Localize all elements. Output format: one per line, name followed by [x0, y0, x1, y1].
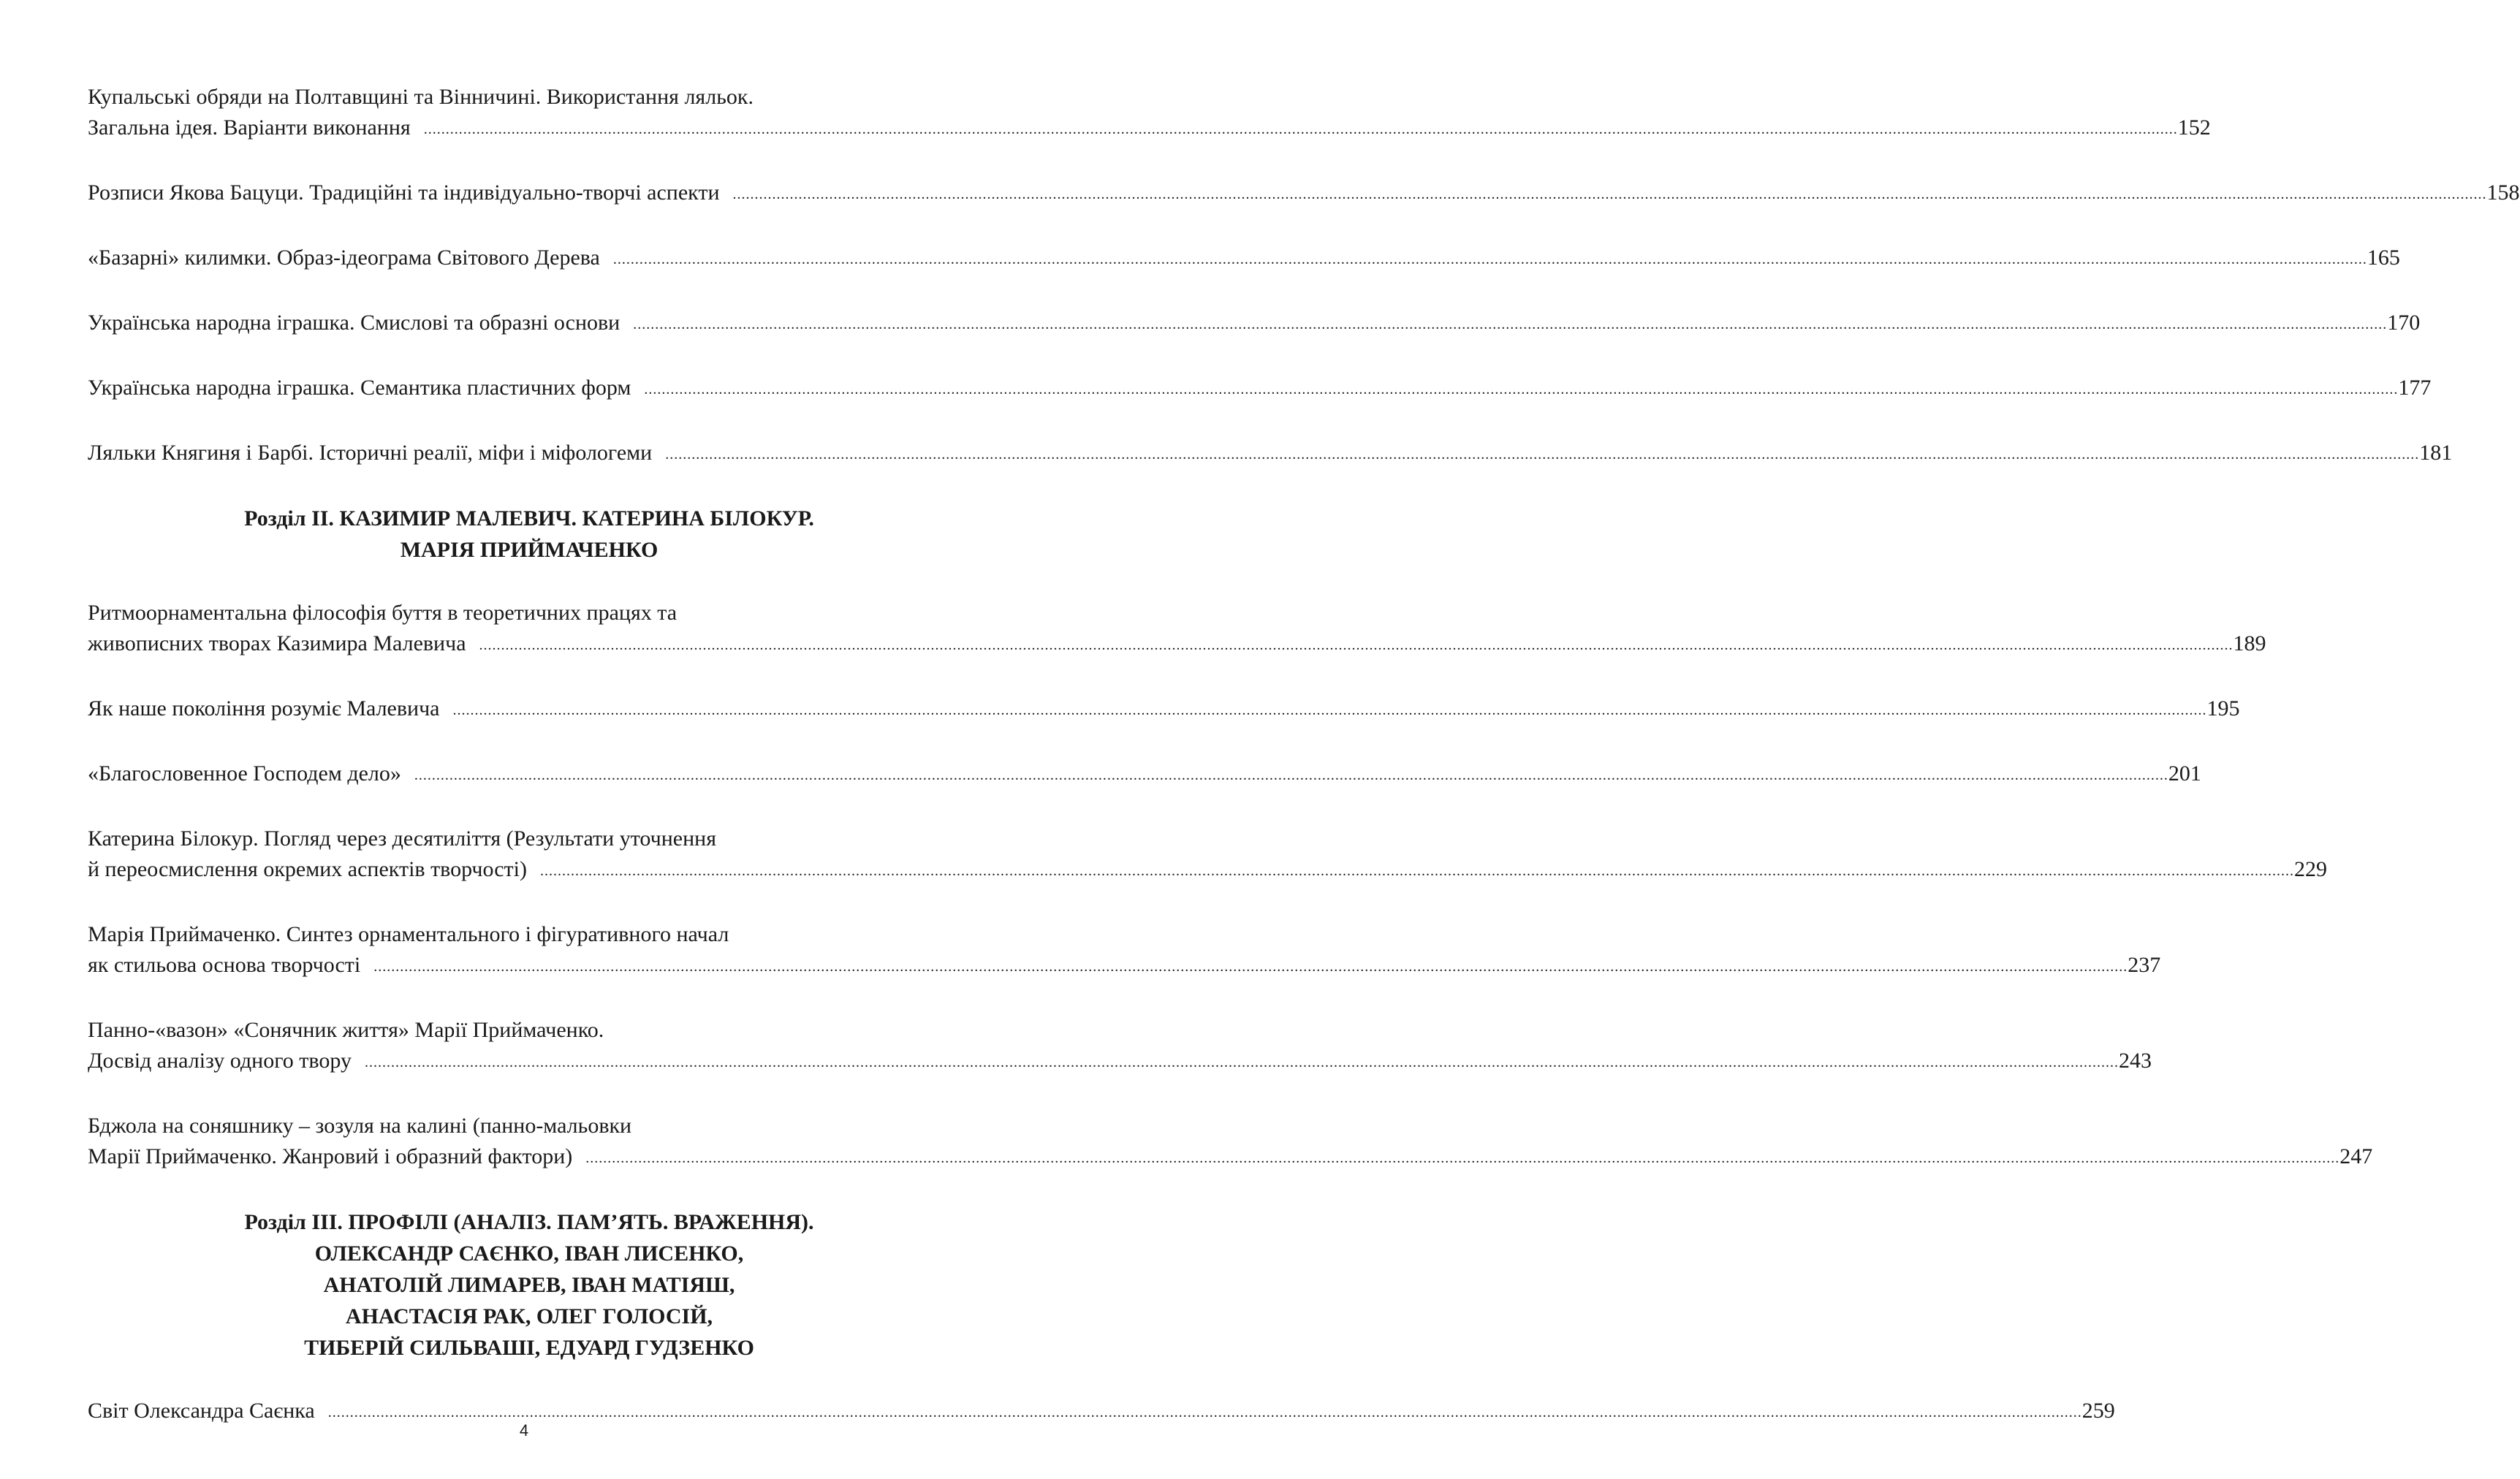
toc-entry-last-line — [88, 1046, 2152, 1079]
toc-entry-title: Бджола на соняшнику – зозуля на калині (панно-мальовки — [88, 1114, 632, 1138]
toc-entry-title: Купальські обряди на Полтавщині та Вінничині. Використання ляльок. — [88, 85, 754, 109]
toc-entry-last-line — [88, 950, 2161, 983]
dot-leader: ................................................................................................................................................................................................................................................................................................................................................................................................................ — [479, 637, 2234, 653]
toc-page-number: 201 — [2168, 761, 2201, 786]
dot-leader: ................................................................................................................................................................................................................................................................................................................................................................................................................ — [373, 959, 2128, 975]
dot-leader: ................................................................................................................................................................................................................................................................................................................................................................................................................ — [452, 702, 2207, 718]
page-number: 4 — [519, 1421, 529, 1440]
toc-page-number: 158 — [2486, 180, 2520, 205]
toc-entry[interactable] — [88, 243, 2400, 275]
toc-entry-last-line — [88, 373, 2432, 406]
toc-entry-last-line — [88, 438, 2453, 471]
dot-leader: ................................................................................................................................................................................................................................................................................................................................................................................................................ — [364, 1054, 2119, 1071]
dot-leader: ................................................................................................................................................................................................................................................................................................................................................................................................................ — [633, 316, 2388, 332]
toc-entry[interactable] — [88, 82, 2211, 145]
toc-entry-title: Катерина Білокур. Погляд через десятиліття (Результати уточнення — [88, 826, 716, 851]
toc-entry[interactable] — [88, 308, 2421, 341]
toc-entry-title: Ляльки Княгиня і Барбі. Історичні реалії, міфи і міфологеми — [88, 441, 653, 465]
toc-entry[interactable] — [88, 758, 2201, 791]
toc-entry[interactable] — [88, 598, 2266, 661]
toc-entry[interactable] — [88, 1111, 2373, 1174]
section-heading — [88, 1206, 971, 1364]
toc-entry[interactable] — [88, 438, 2453, 471]
toc-entry-title: Як наше покоління розуміє Малевича — [88, 696, 440, 721]
toc-entry-title: Марії Приймаченко. Жанровий і образний фактори) — [88, 1144, 573, 1168]
toc-page-number: 170 — [2387, 311, 2421, 335]
toc-entry-last-line — [88, 758, 2201, 791]
toc-entry-last-line — [88, 1141, 2373, 1174]
toc-entry-last-line — [88, 243, 2400, 275]
section-heading-line: ОЛЕКСАНДР САЄНКО, ІВАН ЛИСЕНКО, — [314, 1242, 744, 1266]
section-heading — [88, 503, 971, 566]
toc-entry[interactable] — [88, 693, 2240, 726]
toc-entry-title: живописних творах Казимира Малевича — [88, 631, 466, 655]
toc-entry[interactable] — [88, 824, 2327, 887]
dot-leader: ................................................................................................................................................................................................................................................................................................................................................................................................................ — [585, 1150, 2340, 1166]
section-heading-line: АНАСТАСІЯ РАК, ОЛЕГ ГОЛОСІЙ, — [345, 1304, 713, 1328]
toc-entry[interactable] — [88, 373, 2432, 406]
toc-page-number: 229 — [2293, 857, 2327, 881]
toc-entry-last-line — [88, 178, 2520, 210]
toc-page-number: 243 — [2118, 1049, 2152, 1073]
toc-page-number: 152 — [2177, 115, 2211, 140]
toc-entry-title: Ритмоорнаментальна філософія буття в теоретичних працях та — [88, 601, 678, 625]
dot-leader: ................................................................................................................................................................................................................................................................................................................................................................................................................ — [539, 863, 2294, 879]
dot-leader: ................................................................................................................................................................................................................................................................................................................................................................................................................ — [665, 446, 2420, 463]
toc-entry[interactable] — [88, 919, 2161, 983]
toc-entry-title: «Благословенное Господем дело» — [88, 761, 401, 786]
toc-entry[interactable] — [88, 178, 2520, 210]
toc-entry-title: Світ Олександра Саєнка — [88, 1399, 315, 1423]
toc-entry-title: Розписи Якова Бацуци. Традиційні та індивідуально-творчі аспекти — [88, 180, 720, 205]
toc-page-number: 177 — [2398, 376, 2432, 400]
toc-entry-title: «Базарні» килимки. Образ-ідеограма Світового Дерева — [88, 246, 600, 270]
toc-entry[interactable] — [88, 1015, 2152, 1079]
toc-entry-title: й переосмислення окремих аспектів творчості) — [88, 857, 527, 881]
toc-entry-last-line — [88, 308, 2421, 341]
dot-leader: ................................................................................................................................................................................................................................................................................................................................................................................................................ — [423, 121, 2178, 137]
toc-entry-last-line — [88, 113, 2211, 145]
toc-page-number: 189 — [2233, 631, 2266, 655]
dot-leader: ................................................................................................................................................................................................................................................................................................................................................................................................................ — [327, 1404, 2082, 1421]
toc-entry-title: Марія Приймаченко. Синтез орнаментального і фігуративного начал — [88, 922, 729, 946]
toc-entry-title: Досвід аналізу одного твору — [88, 1049, 352, 1073]
toc-page-number: 181 — [2419, 441, 2453, 465]
toc-entry-title: Українська народна іграшка. Семантика пластичних форм — [88, 376, 631, 400]
dot-leader: ................................................................................................................................................................................................................................................................................................................................................................................................................ — [612, 251, 2367, 267]
toc-entry-last-line — [88, 854, 2327, 887]
dot-leader: ................................................................................................................................................................................................................................................................................................................................................................................................................ — [644, 381, 2399, 398]
dot-leader: ................................................................................................................................................................................................................................................................................................................................................................................................................ — [732, 186, 2487, 202]
dot-leader: ................................................................................................................................................................................................................................................................................................................................................................................................................ — [414, 767, 2168, 783]
toc-entry-title: Загальна ідея. Варіанти виконання — [88, 115, 411, 140]
toc-page-number: 247 — [2339, 1144, 2373, 1168]
toc-entry-last-line — [88, 628, 2266, 661]
table-of-contents — [88, 82, 2520, 1461]
toc-entry-title: як стильова основа творчості — [88, 953, 361, 977]
section-heading-line: Розділ ІІІ. ПРОФІЛІ (АНАЛІЗ. ПАМ’ЯТЬ. ВРАЖЕННЯ). — [244, 1210, 814, 1234]
section-heading-line: Розділ ІІ. КАЗИМИР МАЛЕВИЧ. КАТЕРИНА БІЛОКУР. — [244, 506, 814, 531]
toc-page-number: 259 — [2081, 1399, 2115, 1423]
section-heading-line: ТИБЕРІЙ СИЛЬВАШІ, ЕДУАРД ГУДЗЕНКО — [304, 1336, 754, 1360]
toc-page-number: 237 — [2128, 953, 2161, 977]
toc-page-number: 165 — [2367, 246, 2400, 270]
section-heading-line: АНАТОЛІЙ ЛИМАРЕВ, ІВАН МАТІЯШ, — [323, 1273, 735, 1297]
toc-entry-title: Панно-«вазон» «Сонячник життя» Марії Приймаченко. — [88, 1018, 604, 1042]
section-heading-line: МАРІЯ ПРИЙМАЧЕНКО — [400, 538, 659, 562]
toc-page-number: 195 — [2206, 696, 2240, 721]
toc-entry-title: Українська народна іграшка. Смислові та образні основи — [88, 311, 620, 335]
toc-entry-last-line — [88, 693, 2240, 726]
